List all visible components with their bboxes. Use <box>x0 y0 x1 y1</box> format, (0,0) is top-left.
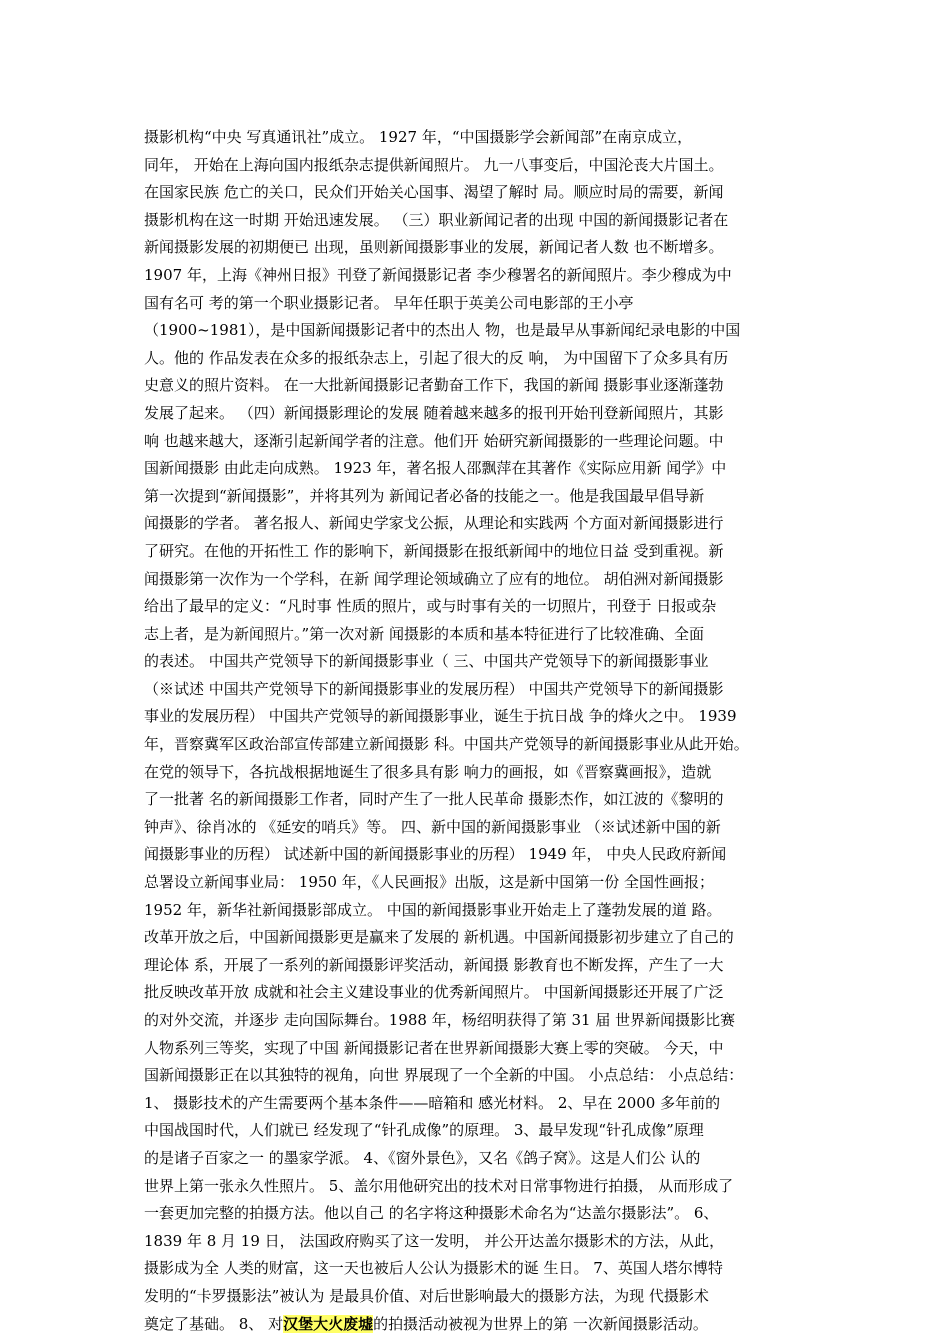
text-line: 摄影机构在这一时期 开始迅速发展。 （三）职业新闻记者的出现 中国的新闻摄影记者在 <box>144 210 729 229</box>
last-text-line <box>144 1311 834 1339</box>
text-line: 钟声》、徐肖冰的 《延安的哨兵》等。 四、新中国的新闻摄影事业 （※试述新中国的新 <box>144 817 721 836</box>
text-line: 闻摄影的学者。 著名报人、新闻史学家戈公振，从理论和实践两 个方面对新闻摄影进行 <box>144 514 724 533</box>
text-line: 在党的领导下，各抗战根据地诞生了很多具有影 响力的画报，如《晋察冀画报》，造就 <box>144 762 712 781</box>
last-line-head: 奠定了基础。 8、 对 <box>144 1314 284 1333</box>
text-line: 国有名可 考的第一个职业摄影记者。 早年任职于英美公司电影部的王小亭 <box>144 293 634 312</box>
text-line: 中国战国时代，人们就已 经发现了“针孔成像”的原理。 3、最早发现“针孔成像”原理 <box>144 1121 704 1140</box>
text-line: （※试述 中国共产党领导下的新闻摄影事业的发展历程） 中国共产党领导下的新闻摄影 <box>144 679 724 698</box>
text-line: 了研究。在他的开拓性工 作的影响下，新闻摄影在报纸新闻中的地位日益 受到重视。新 <box>144 541 724 560</box>
text-line: 发明的“卡罗摄影法”被认为 是最具价值、对后世影响最大的摄影方法，为现 代摄影术 <box>144 1286 709 1305</box>
text-line: （1900~1981），是中国新闻摄影记者中的杰出人 物，也是最早从事新闻纪录电影的中国 <box>144 321 741 340</box>
text-line: 人物系列三等奖，实现了中国 新闻摄影记者在世界新闻摄影大赛上零的突破。 今天，中 <box>144 1038 724 1057</box>
text-line: 志上者，是为新闻照片。”第一次对新 闻摄影的本质和基本特征进行了比较准确、全面 <box>144 624 704 643</box>
text-line: 1907 年，上海《神州日报》刊登了新闻摄影记者 李少穆署名的新闻照片。李少穆成为中 <box>144 265 732 284</box>
text-line: 发展了起来。 （四）新闻摄影理论的发展 随着越来越多的报刊开始刊登新闻照片，其影 <box>144 403 724 422</box>
text-line: 给出了最早的定义：“凡时事 性质的照片，或与时事有关的一切照片，刊登于 日报或杂 <box>144 597 717 616</box>
text-line: 国新闻摄影 由此走向成熟。 1923 年，著名报人邵飘萍在其著作《实际应用新 闻学》中 <box>144 459 727 478</box>
text-line: 新闻摄影发展的初期便已 出现，虽则新闻摄影事业的发展，新闻记者人数 也不断增多。 <box>144 238 724 257</box>
text-line: 年，晋察冀军区政治部宣传部建立新闻摄影 科。中国共产党领导的新闻摄影事业从此开始。 <box>144 735 749 754</box>
text-line: 的对外交流，并逐步 走向国际舞台。1988 年，杨绍明获得了第 31 届 世界新闻摄影比赛 <box>144 1011 736 1029</box>
text-line: 的表述。 中国共产党领导下的新闻摄影事业（ 三、中国共产党领导下的新闻摄影事业 <box>144 652 709 671</box>
text-line: 国新闻摄影正在以其独特的视角，向世 界展现了一个全新的中国。 小点总结： 小点总结： <box>144 1066 744 1085</box>
text-line: 第一次提到“新闻摄影”，并将其列为 新闻记者必备的技能之一。他是我国最早倡导新 <box>144 486 705 505</box>
text-line: 批反映改革开放 成就和社会主义建设事业的优秀新闻照片。 中国新闻摄影还开展了广泛 <box>144 983 724 1002</box>
text-line: 1952 年，新华社新闻摄影部成立。 中国的新闻摄影事业开始走上了蓬勃发展的道 路。 <box>144 900 722 919</box>
text-line: 闻摄影第一次作为一个学科，在新 闻学理论领域确立了应有的地位。 胡伯洲对新闻摄影 <box>144 569 724 588</box>
text-line: 1、 摄影技术的产生需要两个基本条件——暗箱和 感光材料。 2、早在 2000 多年前的 <box>144 1093 721 1112</box>
text-line: 摄影机构“中央 写真通讯社”成立。 1927 年，“中国摄影学会新闻部”在南京成立， <box>144 128 693 146</box>
text-line: 在国家民族 危亡的关口，民众们开始关心国事、渴望了解时 局。顺应时局的需要，新闻 <box>144 183 724 202</box>
text-line: 一套更加完整的拍摄方法。他以自己 的名字将这种摄影术命名为“达盖尔摄影法”。 6、 <box>144 1204 719 1223</box>
text-line: 的是诸子百家之一 的墨家学派。 4、《窗外景色》，又名《鸽子窝》。这是人们公 认的 <box>144 1148 701 1167</box>
text-line: 响 也越来越大，逐渐引起新闻学者的注意。他们开 始研究新闻摄影的一些理论问题。中 <box>144 431 724 450</box>
body-text <box>144 124 834 1338</box>
last-line-tail: 的拍摄活动被视为世界上的第 一次新闻摄影活动。 <box>373 1314 708 1333</box>
text-line: 摄影成为全 人类的财富，这一天也被后人公认为摄影术的诞 生日。 7、英国人塔尔博特 <box>144 1259 723 1278</box>
text-line: 事业的发展历程） 中国共产党领导的新闻摄影事业，诞生于抗日战 争的烽火之中。 1939 <box>144 707 737 726</box>
text-line: 同年， 开始在上海向国内报纸杂志提供新闻照片。 九一八事变后，中国沦丧大片国土。 <box>144 155 724 174</box>
text-line: 了一批著 名的新闻摄影工作者，同时产生了一批人民革命 摄影杰作，如江波的《黎明的 <box>144 790 724 809</box>
text-line: 理论体 系，开展了一系列的新闻摄影评奖活动，新闻摄 影教育也不断发挥，产生了一大 <box>144 955 724 974</box>
text-line: 世界上第一张永久性照片。 5、盖尔用他研究出的技术对日常事物进行拍摄， 从而形成了 <box>144 1176 734 1195</box>
text-line: 史意义的照片资料。 在一大批新闻摄影记者勤奋工作下，我国的新闻 摄影事业逐渐蓬勃 <box>144 376 724 395</box>
text-line: 人。他的 作品发表在众多的报纸杂志上，引起了很大的反 响， 为中国留下了众多具有历 <box>144 348 729 367</box>
text-line: 1839 年 8 月 19 日， 法国政府购买了这一发明， 并公开达盖尔摄影术的方法，从此， <box>144 1231 725 1250</box>
highlighted-term: 汉堡大火废墟 <box>283 1314 374 1333</box>
text-line: 总署设立新闻事业局： 1950 年，《人民画报》出版，这是新中国第一份 全国性画报； <box>144 873 714 892</box>
text-line: 改革开放之后，中国新闻摄影更是赢来了发展的 新机遇。中国新闻摄影初步建立了自己的 <box>144 928 734 947</box>
text-line: 闻摄影事业的历程） 试述新中国的新闻摄影事业的历程） 1949 年， 中央人民政府新闻 <box>144 845 727 864</box>
